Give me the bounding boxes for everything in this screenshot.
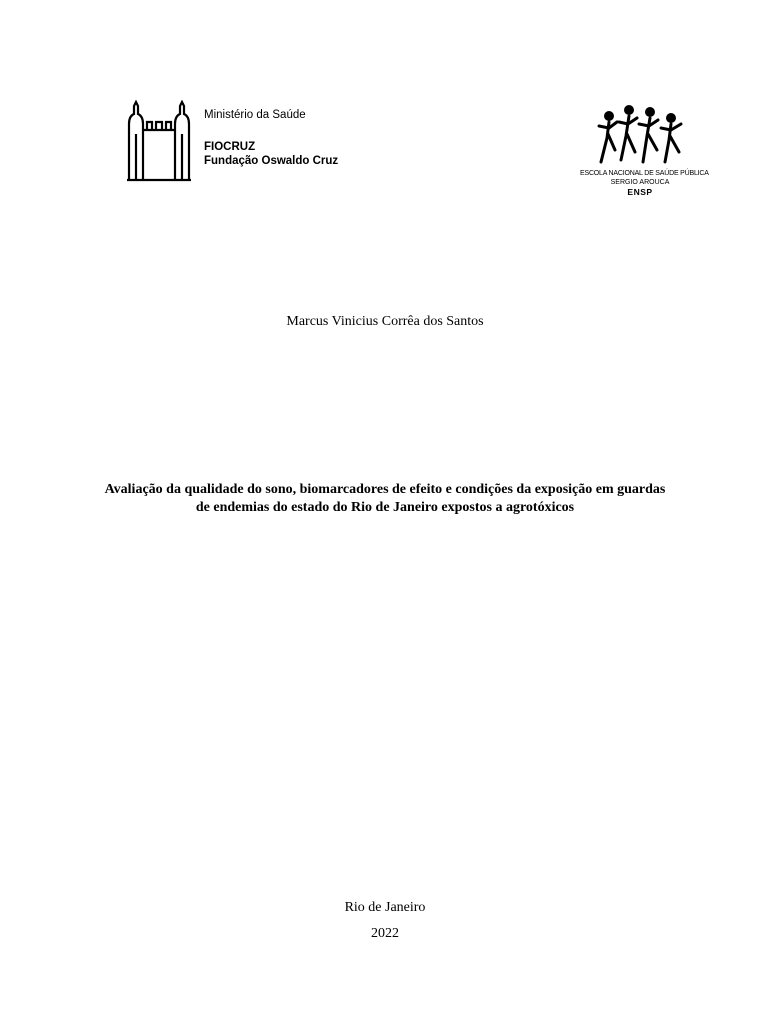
- publication-year: 2022: [371, 926, 399, 941]
- fiocruz-logo: [126, 100, 366, 182]
- publication-city: Rio de Janeiro: [344, 900, 426, 915]
- institution-short-name: FIOCRUZ: [204, 141, 256, 153]
- ministry-label: Ministério da Saúde: [204, 109, 306, 121]
- author-name: Marcus Vinicius Corrêa dos Santos: [286, 314, 484, 329]
- ensp-acronym: ENSP: [627, 187, 653, 197]
- institution-full-name: Fundação Oswaldo Cruz: [204, 155, 339, 167]
- fiocruz-castle-icon: [126, 100, 192, 182]
- ensp-logo: [580, 104, 709, 200]
- document-title: Avaliação da qualidade do sono, biomarcadores de efeito e condições da exposição em guardas de endemias do estado do Rio de Janeiro expostos a agrotóxicos: [104, 482, 666, 515]
- ensp-figures-icon: [595, 104, 685, 168]
- ensp-school-subtitle: SERGIO AROUCA: [610, 179, 670, 186]
- ensp-school-name: ESCOLA NACIONAL DE SAÚDE PÚBLICA: [580, 170, 709, 177]
